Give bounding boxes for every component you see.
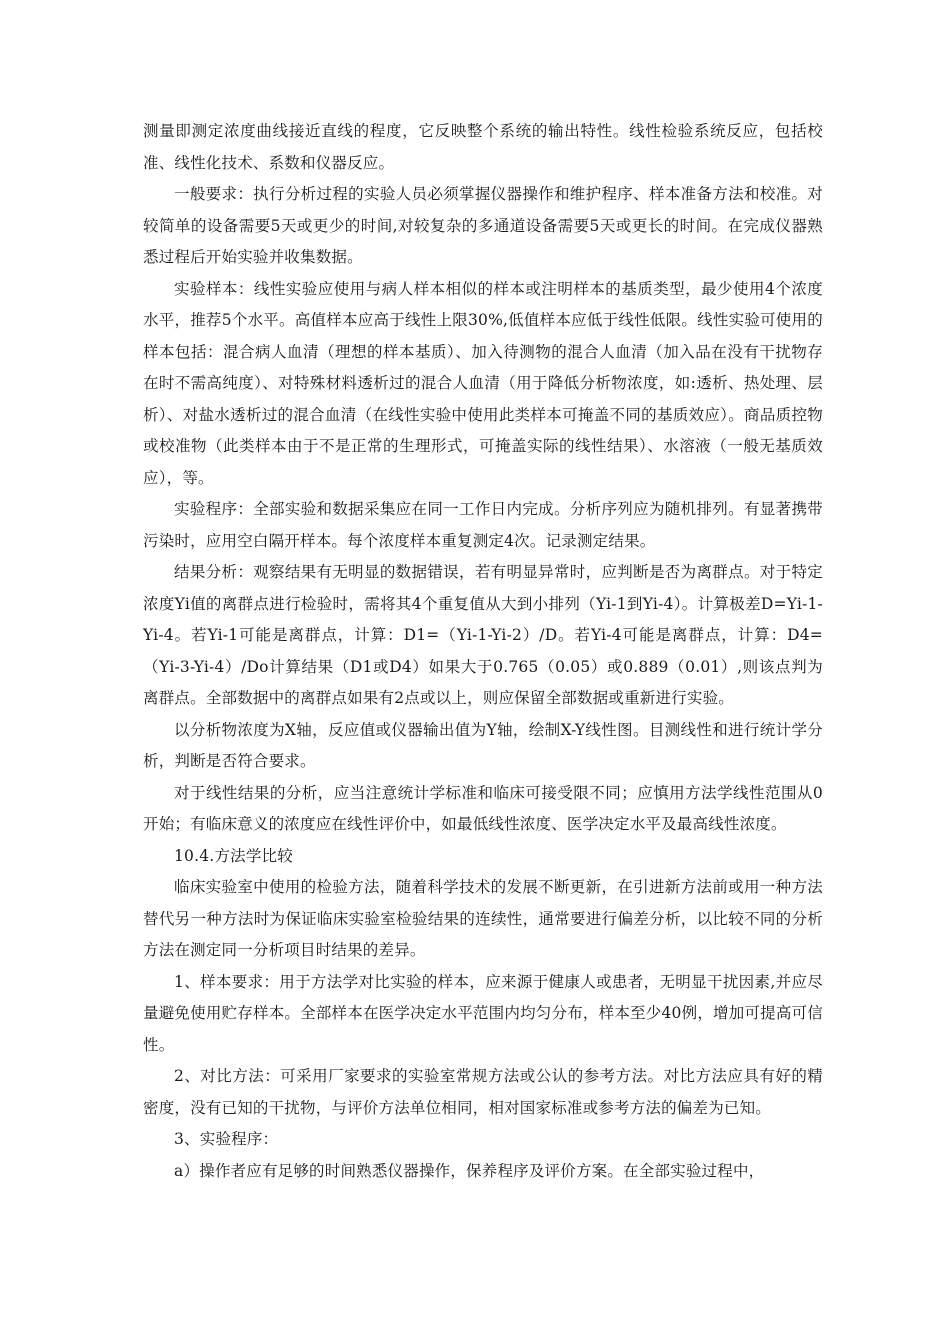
paragraph-procedure-item-a: a）操作者应有足够的时间熟悉仪器操作，保养程序及评价方案。在全部实验过程中， bbox=[174, 1161, 765, 1180]
paragraph-sample-requirements: 1、样本要求：用于方法学对比实验的样本，应来源于健康人或患者，无明显干扰因素,并应尽量避免使用贮存样本。全部样本在医学决定水平范围内均匀分布，样本至少40例，增加可提高可信性。 bbox=[143, 972, 823, 1054]
paragraph-experiment-samples: 实验样本：线性实验应使用与病人样本相似的样本或注明样本的基质类型，最少使用4个浓度水平，推荐5个水平。高值样本应高于线性上限30%,低值样本应低于线性低限。线性实验可使用的样本包括：混合病人血清（理想的样本基质）、加入待测物的混合人血清（加入品在没有干扰物存在时不需高纯度）、对特殊材料透析过的混合人血清（用于降低分析物浓度，如:透析、热处理、层析）、对盐水透析过的混合血清（在线性实验中使用此类样本可掩盖不同的基质效应）。商品质控物或校准物（此类样本由于不是正常的生理形式，可掩盖实际的线性结果）、水溶液（一般无基质效应），等。 bbox=[143, 279, 823, 487]
paragraph-linearity-notes: 对于线性结果的分析，应当注意统计学标准和临床可接受限不同；应慎用方法学线性范围从0开始；有临床意义的浓度应在线性评价中，如最低线性浓度、医学决定水平及最高线性浓度。 bbox=[143, 783, 823, 833]
paragraph-general-requirements: 一般要求：执行分析过程的实验人员必须掌握仪器操作和维护程序、样本准备方法和校准。对较简单的设备需要5天或更少的时间,对较复杂的多通道设备需要5天或更长的时间。在完成仪器熟悉过程后开始实验并收集数据。 bbox=[143, 185, 823, 266]
document-body bbox=[143, 116, 823, 1187]
paragraph-comparison-method: 2、对比方法：可采用厂家要求的实验室常规方法或公认的参考方法。对比方法应具有好的精密度，没有已知的干扰物，与评价方法单位相同，相对国家标准或参考方法的偏差为已知。 bbox=[143, 1067, 823, 1117]
paragraph-xy-linearity-plot: 以分析物浓度为X轴，反应值或仪器输出值为Y轴，绘制X-Y线性图。目测线性和进行统计学分析，判断是否符合要求。 bbox=[143, 720, 823, 770]
paragraph-method-comparison-intro: 临床实验室中使用的检验方法，随着科学技术的发展不断更新，在引进新方法前或用一种方法替代另一种方法时为保证临床实验室检验结果的连续性，通常要进行偏差分析，以比较不同的分析方法在测定同一分析项目时结果的差异。 bbox=[143, 878, 823, 959]
paragraph-experiment-procedure: 实验程序：全部实验和数据采集应在同一工作日内完成。分析序列应为随机排列。有显著携带污染时，应用空白隔开样本。每个浓度样本重复测定4次。记录测定结果。 bbox=[143, 500, 823, 550]
paragraph-result-analysis: 结果分析：观察结果有无明显的数据错误，若有明显异常时，应判断是否为离群点。对于特定浓度Yi值的离群点进行检验时，需将其4个重复值从大到小排列（Yi-1到Yi-4）。计算极差D=Yi-1-Yi-4。若Yi-1可能是离群点，计算：D1=（Yi-1-Yi-2）/D。若Yi-4可能是离群点，计算：D4=（Yi-3-Yi-4）/Do计算结果（D1或D4）如果大于0.765（0.05）或0.889（0.01）,则该点判为离群点。全部数据中的离群点如果有2点或以上，则应保留全部数据或重新进行实验。 bbox=[143, 563, 823, 707]
paragraph-procedure-heading: 3、实验程序： bbox=[174, 1130, 279, 1148]
section-heading-method-comparison: 10.4.方法学比较 bbox=[174, 846, 293, 865]
paragraph-continuation: 测量即测定浓度曲线接近直线的程度，它反映整个系统的输出特性。线性检验系统反应，包括校准、线性化技术、系数和仪器反应。 bbox=[143, 122, 823, 172]
